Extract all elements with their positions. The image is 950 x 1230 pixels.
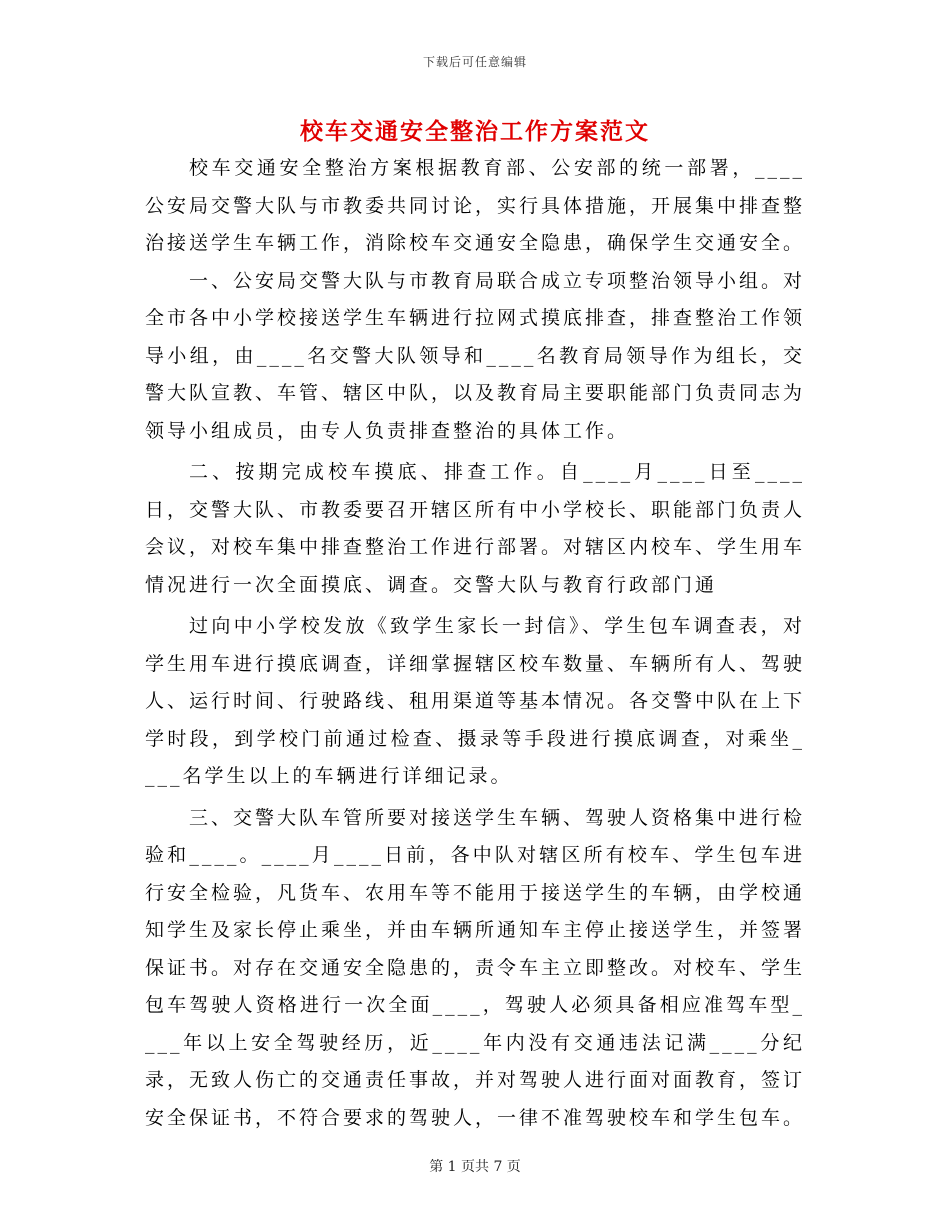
intro-paragraph: 校车交通安全整治方案根据教育部、公安部的统一部署，____公安局交警大队与市教委共同讨论，实行具体措施，开展集中排查整治接送学生车辆工作，消除校车交通安全隐患，确保学生交通安全。: [145, 157, 806, 254]
page-header-note: 下载后可任意编辑: [422, 55, 527, 69]
document-title: 校车交通安全整治工作方案范文: [300, 118, 650, 145]
section-two-paragraph: 二、按期完成校车摸底、排查工作。自____月____日至____日，交警大队、市教委要召开辖区所有中小学校长、职能部门负责人会议，对校车集中排查整治工作进行部署。对辖区内校车、学生用车情况进行一次全面摸底、调查。交警大队与教育行政部门通: [145, 461, 806, 596]
document-body: [145, 150, 805, 1137]
section-one-paragraph: 一、公安局交警大队与市教育局联合成立专项整治领导小组。对全市各中小学校接送学生车辆进行拉网式摸底排查，排查整治工作领导小组，由____名交警大队领导和____名教育局领导作为组长，交警大队宣教、车管、辖区中队，以及教育局主要职能部门负责同志为领导小组成员，由专人负责排查整治的具体工作。: [145, 269, 806, 442]
page-number-footer: 第 1 页共 7 页: [429, 1159, 521, 1175]
section-three-paragraph: 三、交警大队车管所要对接送学生车辆、驾驶人资格集中进行检验和____。____月____日前，各中队对辖区所有校车、学生包车进行安全检验，凡货车、农用车等不能用于接送学生的车辆，由学校通知学生及家长停止乘坐，并由车辆所通知车主停止接送学生，并签署保证书。对存在交通安全隐患的，责令车主立即整改。对校车、学生包车驾驶人资格进行一次全面____，驾驶人必须具备相应准驾车型____年以上安全驾驶经历，近____年内没有交通违法记满____分纪录，无致人伤亡的交通责任事故，并对驾驶人进行面对面教育，签订安全保证书，不符合要求的驾驶人，一律不准驾驶校车和学生包车。: [145, 806, 806, 1129]
section-two-continued-paragraph: 过向中小学校发放《致学生家长一封信》、学生包车调查表，对学生用车进行摸底调查，详细掌握辖区校车数量、车辆所有人、驾驶人、运行时间、行驶路线、租用渠道等基本情况。各交警中队在上下学时段，到学校门前通过检查、摄录等手段进行摸底调查，对乘坐____名学生以上的车辆进行详细记录。: [145, 615, 806, 787]
